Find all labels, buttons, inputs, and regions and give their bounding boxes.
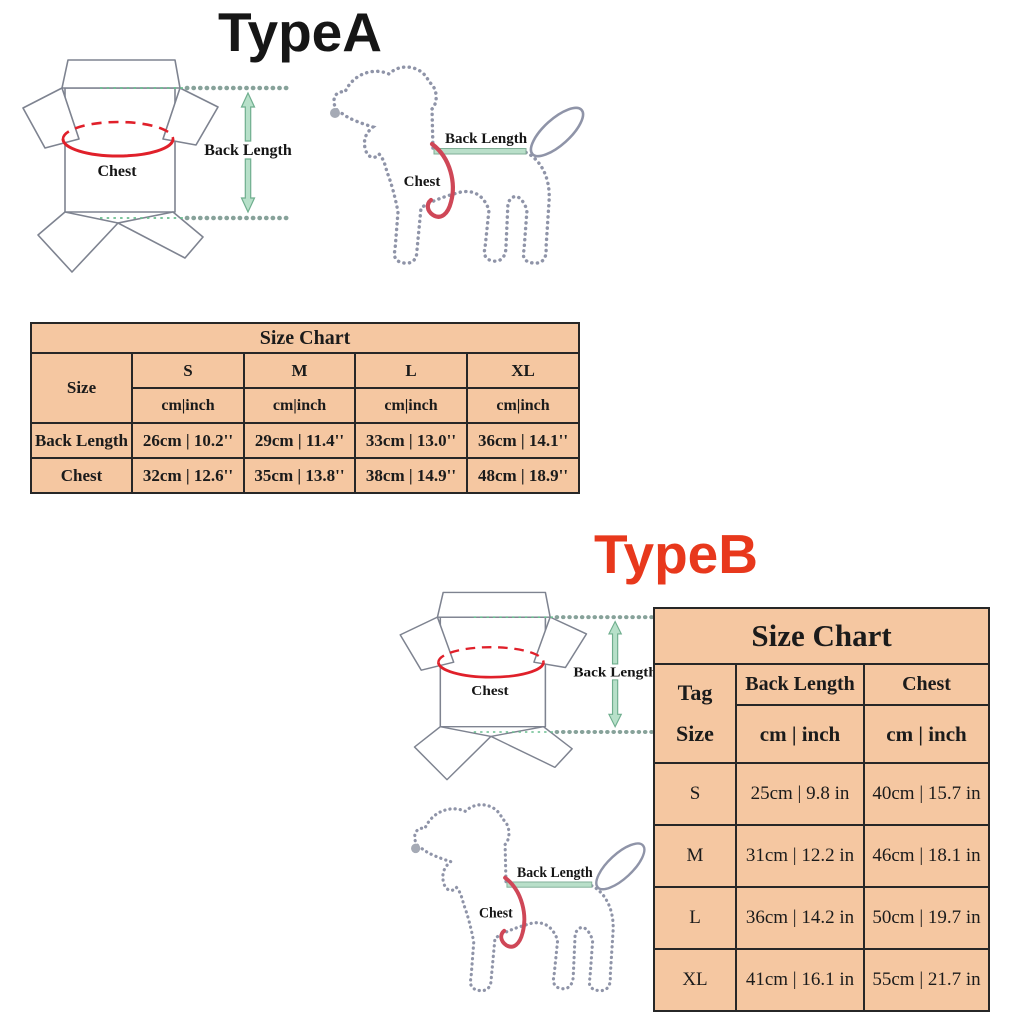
table-row xyxy=(654,949,989,1011)
size-label: Size xyxy=(676,720,714,746)
value-cell: 46cm | 18.1 in xyxy=(864,825,989,887)
value-cell: 40cm | 15.7 in xyxy=(864,763,989,825)
row-label: XL xyxy=(654,949,736,1011)
typeB-size-chart-table xyxy=(653,607,990,1012)
row-label: M xyxy=(654,825,736,887)
table-row xyxy=(654,825,989,887)
typeA-garment-diagram xyxy=(5,55,295,295)
value-cell: 25cm | 9.8 in xyxy=(736,763,864,825)
value-cell: 31cm | 12.2 in xyxy=(736,825,864,887)
value-cell: 35cm | 13.8'' xyxy=(244,458,355,493)
table-title: Size Chart xyxy=(31,323,579,353)
table-row xyxy=(654,664,989,705)
table-title: Size Chart xyxy=(654,608,989,664)
table-row xyxy=(31,423,579,458)
typeB-dog-diagram xyxy=(388,800,660,1018)
unit-cell: cm|inch xyxy=(132,388,244,423)
table-row xyxy=(654,763,989,825)
corner-header: Size xyxy=(31,353,132,423)
table-row xyxy=(654,887,989,949)
value-cell: 50cm | 19.7 in xyxy=(864,887,989,949)
unit-cell: cm|inch xyxy=(244,388,355,423)
value-cell: 33cm | 13.0'' xyxy=(355,423,467,458)
column-header-m: M xyxy=(244,353,355,388)
value-cell: 32cm | 12.6'' xyxy=(132,458,244,493)
value-cell: 55cm | 21.7 in xyxy=(864,949,989,1011)
table-row xyxy=(31,323,579,353)
typeB-garment-diagram xyxy=(383,588,660,800)
table-row xyxy=(31,353,579,388)
row-label: L xyxy=(654,887,736,949)
tag-size-label xyxy=(655,666,735,762)
unit-cell: cm|inch xyxy=(355,388,467,423)
value-cell: 36cm | 14.2 in xyxy=(736,887,864,949)
row-label: Chest xyxy=(31,458,132,493)
row-label: S xyxy=(654,763,736,825)
table-row xyxy=(31,458,579,493)
value-cell: 36cm | 14.1'' xyxy=(467,423,579,458)
value-cell: 26cm | 10.2'' xyxy=(132,423,244,458)
unit-cell: cm | inch xyxy=(736,705,864,763)
column-header-xl: XL xyxy=(467,353,579,388)
value-cell: 48cm | 18.9'' xyxy=(467,458,579,493)
typeA-size-chart-table xyxy=(30,322,580,494)
column-header-back-length: Back Length xyxy=(736,664,864,705)
table-row xyxy=(654,608,989,664)
column-header-chest: Chest xyxy=(864,664,989,705)
value-cell: 29cm | 11.4'' xyxy=(244,423,355,458)
typeB-section-title: TypeB xyxy=(593,523,758,585)
column-header-l: L xyxy=(355,353,467,388)
typeA-section-title: TypeA xyxy=(217,1,382,63)
typeA-dog-diagram xyxy=(305,62,600,292)
unit-cell: cm|inch xyxy=(467,388,579,423)
value-cell: 38cm | 14.9'' xyxy=(355,458,467,493)
unit-cell: cm | inch xyxy=(864,705,989,763)
column-header-s: S xyxy=(132,353,244,388)
corner-header xyxy=(654,664,736,763)
value-cell: 41cm | 16.1 in xyxy=(736,949,864,1011)
tag-label: Tag xyxy=(677,680,713,706)
row-label: Back Length xyxy=(31,423,132,458)
